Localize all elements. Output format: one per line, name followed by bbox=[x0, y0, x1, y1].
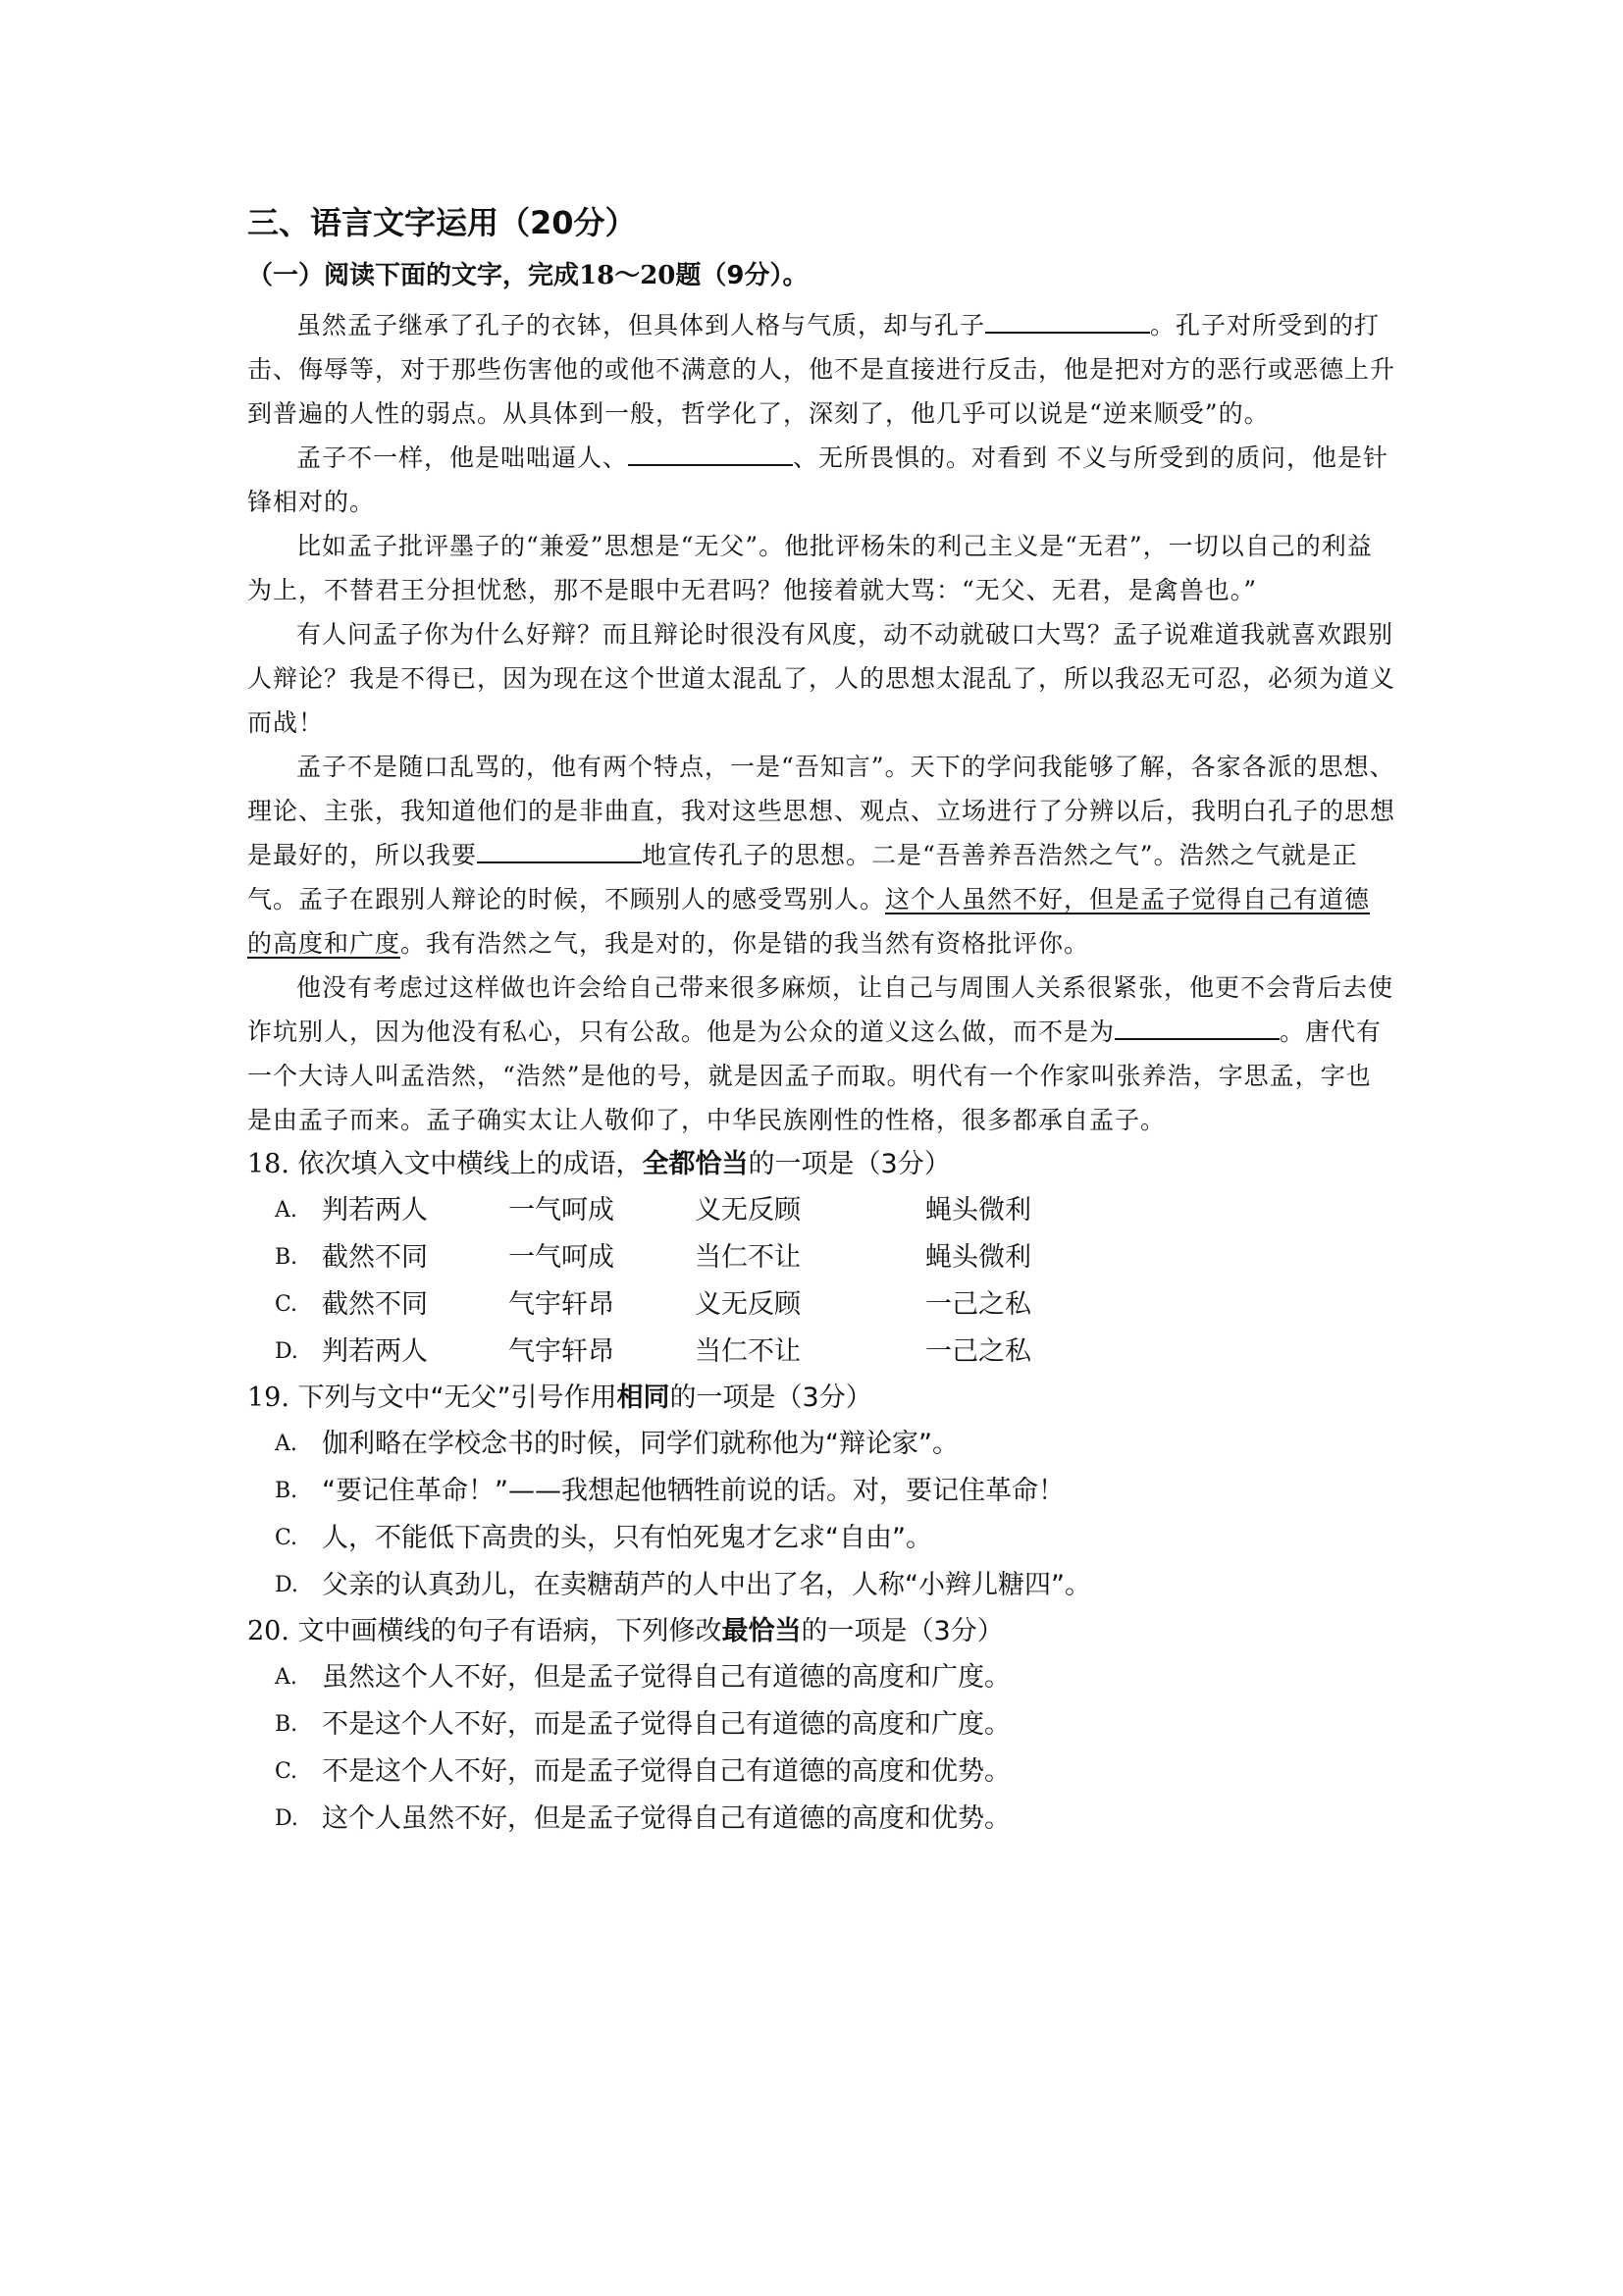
sub-title bbox=[247, 256, 1395, 295]
option-text: 虽然这个人不好，但是孟子觉得自己有道德的高度和广度。 bbox=[322, 1662, 1011, 1693]
passage-paragraph-6 bbox=[247, 965, 1395, 1142]
option-letter: A. bbox=[275, 1432, 297, 1456]
p2-text-a: 孟子不一样，他是咄咄逼人、 bbox=[296, 444, 629, 472]
option-text: 不是这个人不好，而是孟子觉得自己有道德的高度和广度。 bbox=[322, 1709, 1011, 1740]
option-letter: B. bbox=[275, 1479, 298, 1503]
passage-paragraph-5 bbox=[247, 745, 1395, 965]
option-idiom: 一气呵成 bbox=[508, 1195, 614, 1226]
question-18-option-d[interactable] bbox=[247, 1329, 1395, 1376]
option-text: 父亲的认真劲儿，在卖糖葫芦的人中出了名，人称“小辫儿糖四”。 bbox=[322, 1570, 1091, 1600]
question-18 bbox=[247, 1142, 1395, 1376]
question-19-stem-bold: 相同 bbox=[616, 1383, 670, 1413]
passage-paragraph-2 bbox=[247, 436, 1395, 524]
option-letter: C. bbox=[275, 1526, 298, 1550]
p6-text-a: 他没有考虑过这样做也许会给自己带来很多麻烦，让自己与周围人关系很紧张，他更不会背后去使诈坑别人，因为他没有私心，只有公敌。他是为公众的道义这么做，而不是为 bbox=[247, 973, 1394, 1046]
option-text: 人，不能低下高贵的头，只有怕死鬼才乞求“自由”。 bbox=[322, 1523, 932, 1553]
fill-blank-4 bbox=[1115, 1013, 1280, 1040]
option-idiom: 义无反顾 bbox=[695, 1289, 801, 1320]
question-19-number: 19. bbox=[247, 1383, 289, 1413]
question-18-option-b[interactable] bbox=[247, 1234, 1395, 1281]
question-20-option-b[interactable] bbox=[247, 1701, 1395, 1748]
question-20-number: 20. bbox=[247, 1616, 289, 1646]
option-idiom: 当仁不让 bbox=[695, 1242, 801, 1273]
question-19-stem-post: 的一项是（3分） bbox=[669, 1383, 872, 1413]
fill-blank-1 bbox=[985, 306, 1150, 334]
question-19 bbox=[247, 1376, 1395, 1609]
option-idiom: 当仁不让 bbox=[695, 1336, 801, 1367]
option-idiom: 义无反顾 bbox=[695, 1195, 801, 1226]
option-letter: C. bbox=[275, 1759, 298, 1784]
option-idiom: 气宇轩昂 bbox=[508, 1336, 614, 1367]
p6-text-b: 。唐代有一个大诗人叫孟浩然，“浩然”是他的号，就是因孟子而取。明代有一个作家叫张养浩，字思孟，字也是由孟子而来。孟子确实太让人敬仰了，中华民族刚性的性格，很多都承自孟子。 bbox=[247, 1018, 1383, 1134]
option-letter: D. bbox=[275, 1573, 298, 1597]
question-19-stem bbox=[247, 1376, 1395, 1421]
exam-page bbox=[247, 201, 1395, 1843]
option-idiom: 蝇头微利 bbox=[925, 1242, 1031, 1273]
reading-passage bbox=[247, 303, 1395, 1142]
question-18-stem-pre: 依次填入文中横线上的成语， bbox=[297, 1149, 643, 1179]
question-20-option-a[interactable] bbox=[247, 1654, 1395, 1701]
option-text: “要记住革命！”——我想起他牺牲前说的话。对，要记住革命！ bbox=[322, 1476, 1065, 1506]
option-letter: B. bbox=[275, 1245, 298, 1270]
option-idiom: 截然不同 bbox=[322, 1242, 428, 1273]
option-letter: D. bbox=[275, 1806, 298, 1831]
question-20-stem bbox=[247, 1609, 1395, 1654]
option-text: 伽利略在学校念书的时候，同学们就称他为“辩论家”。 bbox=[322, 1429, 959, 1459]
question-18-stem bbox=[247, 1142, 1395, 1187]
question-20-option-c[interactable] bbox=[247, 1748, 1395, 1796]
question-20-option-d[interactable] bbox=[247, 1796, 1395, 1843]
option-idiom: 一己之私 bbox=[925, 1289, 1031, 1320]
section-title: 三、语言文字运用（20分） bbox=[247, 204, 637, 241]
p1-text-b: 。孔子对所受到的打击、侮辱等，对于那些伤害他的或他不满意的人，他不是直接进行反击，他是把对方的恶行或恶德上升到普遍的人性的弱点。从具体到一般，哲学化了，深刻了，他几乎可以说是“逆来顺受”的。 bbox=[247, 311, 1396, 428]
question-19-option-a[interactable] bbox=[247, 1421, 1395, 1468]
question-18-stem-post: 的一项是（3分） bbox=[748, 1149, 951, 1179]
question-20-stem-pre: 文中画横线的句子有语病，下列修改 bbox=[297, 1616, 722, 1646]
question-20-stem-bold: 最恰当 bbox=[721, 1616, 802, 1646]
question-19-option-d[interactable] bbox=[247, 1562, 1395, 1609]
passage-paragraph-1 bbox=[247, 303, 1395, 436]
option-letter: D. bbox=[275, 1339, 298, 1364]
p5-text-b: 地宣传孔子的思想。二是“吾善养吾浩然之气”。浩然之气就是正气。孟子在跟别人辩论的时候，不顾别人的感受骂别人。 bbox=[247, 841, 1358, 913]
option-letter: B. bbox=[275, 1712, 298, 1737]
option-letter: A. bbox=[275, 1665, 297, 1690]
option-idiom: 一气呵成 bbox=[508, 1242, 614, 1273]
p2-text-b: 、无所畏惧的。对看到 不义与所受到的质问，他是针锋相对的。 bbox=[247, 444, 1388, 516]
sub-title-pre: （一）阅读下面的文字，完成 bbox=[247, 261, 580, 290]
option-idiom: 截然不同 bbox=[322, 1289, 428, 1320]
question-18-option-c[interactable] bbox=[247, 1281, 1395, 1329]
option-letter: A. bbox=[275, 1198, 297, 1223]
option-idiom: 一己之私 bbox=[925, 1336, 1031, 1367]
question-19-option-b[interactable] bbox=[247, 1468, 1395, 1515]
option-text: 不是这个人不好，而是孟子觉得自己有道德的高度和优势。 bbox=[322, 1756, 1011, 1787]
question-18-number: 18. bbox=[247, 1149, 289, 1179]
option-idiom: 判若两人 bbox=[322, 1336, 428, 1367]
option-letter: C. bbox=[275, 1292, 298, 1317]
p5-text-c: 。我有浩然之气，我是对的，你是错的我当然有资格批评你。 bbox=[400, 929, 1090, 958]
p5-text-a: 孟子不是随口乱骂的，他有两个特点，一是“吾知言”。天下的学问我能够了解，各家各派的思想、理论、主张，我知道他们的是非曲直，我对这些思想、观点、立场进行了分辨以后，我明白孔子的思想是最好的，所以我要 bbox=[247, 753, 1396, 869]
fill-blank-3 bbox=[477, 836, 642, 863]
passage-paragraph-3: 比如孟子批评墨子的“兼爱”思想是“无父”。他批评杨朱的利己主义是“无君”，一切以自己的利益为上，不替君王分担忧愁，那不是眼中无君吗？他接着就大骂：“无父、无君，是禽兽也。” bbox=[247, 532, 1373, 604]
p1-text-a: 虽然孟子继承了孔子的衣钵，但具体到人格与气质，却与孔子 bbox=[296, 311, 986, 339]
option-idiom: 判若两人 bbox=[322, 1195, 428, 1226]
passage-paragraph-4: 有人问孟子你为什么好辩？而且辩论时很没有风度，动不动就破口大骂？孟子说难道我就喜欢跟别人辩论？我是不得已，因为现在这个世道太混乱了，人的思想太混乱了，所以我忍无可忍，必须为道义而战！ bbox=[247, 620, 1396, 737]
question-19-option-c[interactable] bbox=[247, 1515, 1395, 1562]
question-20-stem-post: 的一项是（3分） bbox=[801, 1616, 1004, 1646]
sub-title-post: 题（9分）。 bbox=[675, 261, 809, 290]
underlined-sentence: 这个人虽然不好，但是孟子觉得自己有道德的高度和广度 bbox=[247, 885, 1371, 958]
sub-title-nums: 18～20 bbox=[579, 261, 676, 290]
question-20 bbox=[247, 1609, 1395, 1843]
question-18-stem-bold: 全都恰当 bbox=[642, 1149, 749, 1179]
option-idiom: 蝇头微利 bbox=[925, 1195, 1031, 1226]
question-19-stem-pre: 下列与文中“无父”引号作用 bbox=[297, 1383, 617, 1413]
option-text: 这个人虽然不好，但是孟子觉得自己有道德的高度和优势。 bbox=[322, 1803, 1011, 1834]
fill-blank-2 bbox=[628, 439, 793, 466]
option-idiom: 气宇轩昂 bbox=[508, 1289, 614, 1320]
question-18-option-a[interactable] bbox=[247, 1187, 1395, 1234]
